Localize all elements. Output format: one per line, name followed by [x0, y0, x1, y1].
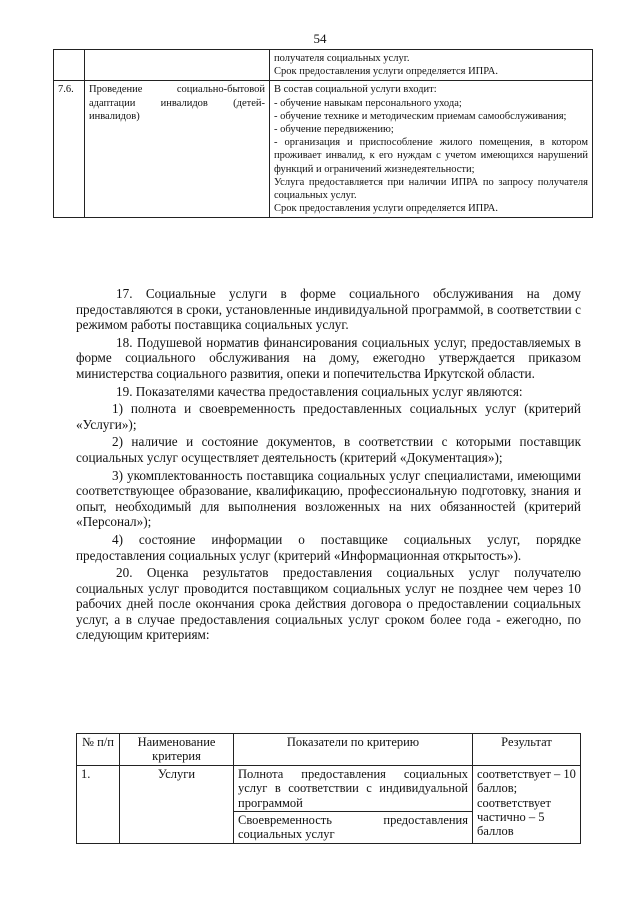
table-header-row	[77, 734, 581, 766]
list-item: 3) укомплектованность поставщика социальных услуг специалистами, имеющими соответствующее образование, квалификацию, профессиональную подготовку, знания и опыт, необходимый для выполнения возложенных на них обязанностей (критерий «Персонал»);	[76, 467, 581, 530]
description-line: - обучение технике и методическим приемам самообслуживания;	[274, 110, 567, 122]
description-line: Срок предоставления услуги определяется ИПРА.	[274, 66, 498, 78]
description-line: Срок предоставления услуги определяется ИПРА.	[274, 203, 498, 215]
paragraph-20: 20. Оценка результатов предоставления социальных услуг получателю социальных услуг проводится поставщиком социальных услуг не позднее чем через 10 рабочих дней после окончания срока действия договора о предоставлении социальных услуг, а в случае предоставления социальных услуг сроком более года - ежегодно, по следующим критериям:	[76, 565, 581, 643]
header-result: Результат	[473, 734, 581, 766]
document-body	[76, 286, 581, 643]
criterion-result: соответствует – 10 баллов; соответствует частично – 5 баллов	[473, 765, 581, 843]
description-line: - обучение передвижению;	[274, 124, 394, 136]
indicator-item: Полнота предоставления социальных услуг в соответствии с индивидуальной программой	[238, 766, 468, 810]
description-line: - обучение навыкам персонального ухода;	[274, 97, 462, 109]
table-row	[54, 81, 593, 218]
description-line: получателя социальных услуг.	[274, 53, 410, 64]
criterion-name: Услуги	[120, 765, 234, 843]
indicator-item: Своевременность предоставления социальных услуг	[234, 811, 472, 843]
header-criterion-name: Наименование критерия	[120, 734, 234, 766]
header-indicators: Показатели по критерию	[234, 734, 473, 766]
criteria-table	[76, 733, 581, 844]
description-line: Услуга предоставляется при наличии ИПРА по запросу получателя социальных услуг.	[274, 176, 588, 202]
service-description-cell	[270, 50, 593, 81]
paragraph-17: 17. Социальные услуги в форме социального обслуживания на дому предоставляются в сроки, установленные индивидуальной программой, в соответствии с режимом работы поставщика социальных услуг.	[76, 286, 581, 333]
header-number: № п/п	[77, 734, 120, 766]
service-name-cell: Проведение социально-бытовой адаптации инвалидов (детей-инвалидов)	[85, 81, 270, 218]
service-number-cell	[54, 50, 85, 81]
description-line: - организация и приспособление жилого помещения, в котором проживает инвалид, к его нуждам с учетом имеющихся нарушений функций и ограничений жизнедеятельности;	[274, 137, 588, 175]
criterion-number: 1.	[77, 765, 120, 843]
table-row	[54, 50, 593, 81]
paragraph-19: 19. Показателями качества предоставления социальных услуг являются:	[116, 383, 523, 399]
paragraph-18: 18. Подушевой норматив финансирования социальных услуг, предоставляемых в форме социального обслуживания на дому, ежегодно утверждается приказом министерства социального развития, опеки и попечительства Иркутской области.	[76, 334, 581, 381]
table-row	[77, 765, 581, 843]
description-line: В состав социальной услуги входит:	[274, 84, 437, 96]
list-item: 4) состояние информации о поставщике социальных услуг, порядке предоставления социальных услуг (критерий «Информационная открытость»).	[76, 531, 581, 563]
list-item: 2) наличие и состояние документов, в соответствии с которыми поставщик социальных услуг осуществляет деятельность (критерий «Документация»);	[76, 434, 581, 465]
service-name-cell	[85, 50, 270, 81]
list-item: 1) полнота и своевременность предоставленных социальных услуг (критерий «Услуги»);	[76, 401, 581, 432]
services-table-continuation	[53, 49, 593, 218]
service-number-cell: 7.6.	[54, 81, 85, 218]
page-number: 54	[313, 31, 327, 46]
service-description-cell	[270, 81, 593, 218]
criterion-indicators	[234, 765, 473, 843]
